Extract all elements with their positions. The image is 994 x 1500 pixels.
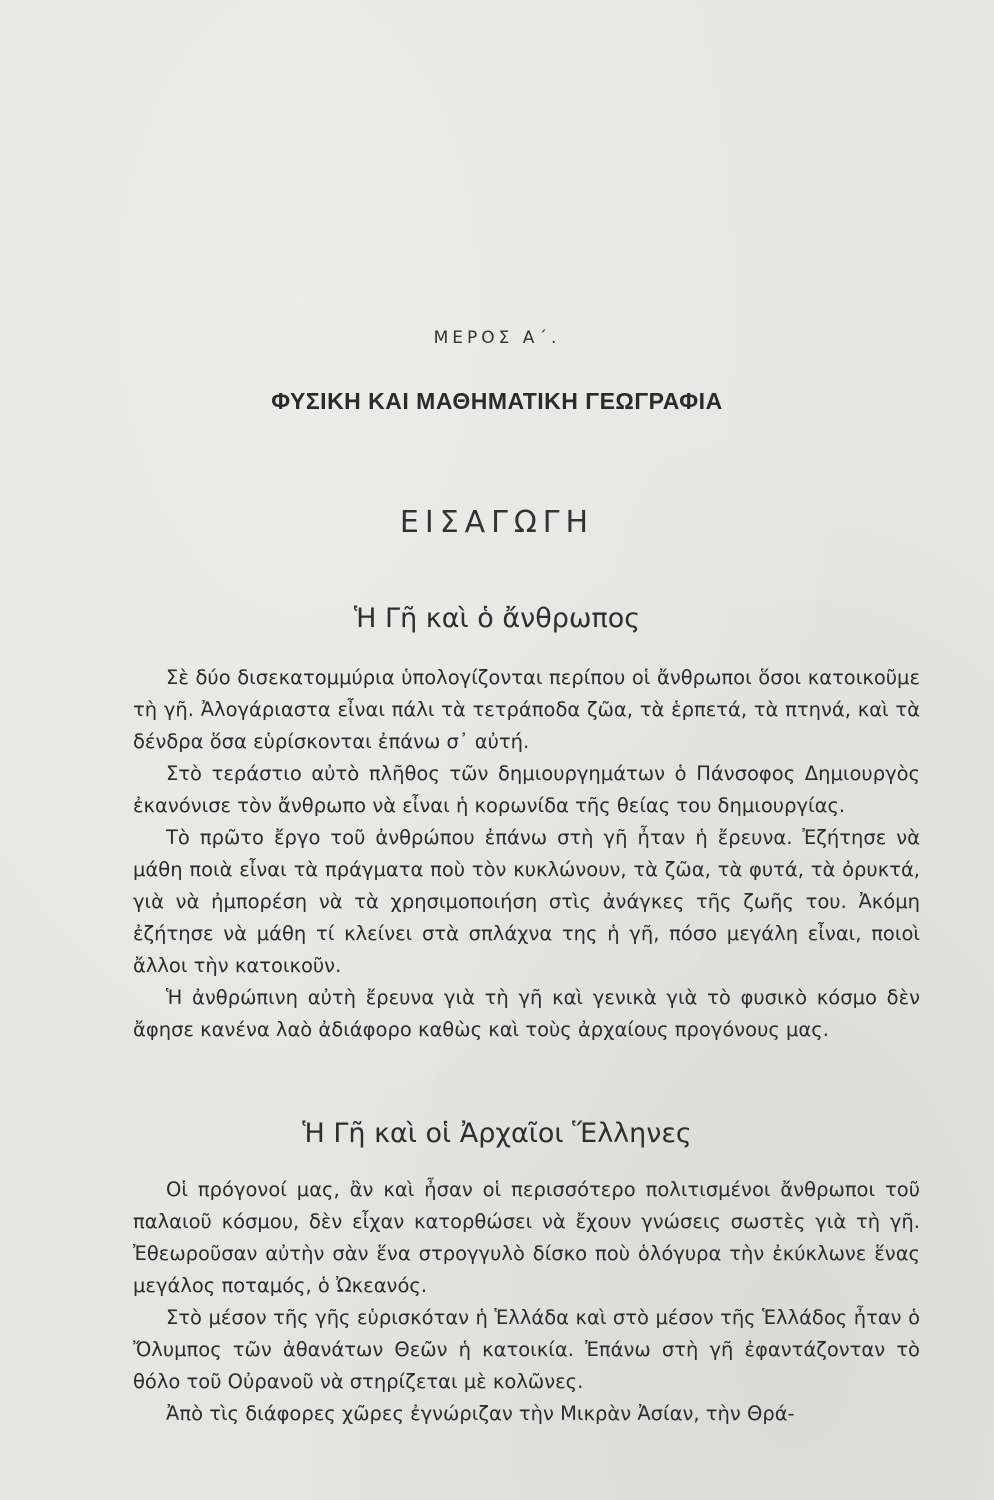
main-title: ΦΥΣΙΚΗ ΚΑΙ ΜΑΘΗΜΑΤΙΚΗ ΓΕΩΓΡΑΦΙΑ (271, 388, 723, 414)
part-label: ΜΕΡΟΣ Α΄. (433, 328, 561, 348)
paragraph: Στὸ τεράστιο αὐτὸ πλῆθος τῶν δημιουργημάτων ὁ Πάνσοφος Δημιουργὸς ἐκανόνισε τὸν ἄνθρωπο νὰ εἶναι ἡ κορωνίδα τῆς θείας του δημιουργίας. (133, 762, 920, 817)
section-body-earth-and-man (133, 662, 920, 1046)
paragraph: Στὸ μέσον τῆς γῆς εὑρισκόταν ἡ Ἑλλάδα καὶ στὸ μέσον τῆς Ἑλλάδος ἦταν ὁ Ὄλυμπος τῶν ἀθανάτων Θεῶν ἡ κατοικία. Ἐπάνω στὴ γῆ ἐφαντάζονταν τὸ θόλο τοῦ Οὐρανοῦ νὰ στηρίζεται μὲ κολῶνες. (133, 1306, 920, 1393)
paragraph: Ἀπὸ τὶς διάφορες χῶρες ἐγνώριζαν τὴν Μικρὰν Ἀσίαν, τὴν Θρά- (166, 1402, 795, 1425)
introduction-title: ΕΙΣΑΓΩΓΗ (399, 505, 595, 540)
section-heading-earth-and-man: Ἡ Γῆ καὶ ὁ ἄνθρωπος (353, 603, 641, 634)
paragraph: Τὸ πρῶτο ἔργο τοῦ ἀνθρώπου ἐπάνω στὴ γῆ ἦταν ἡ ἔρευνα. Ἐζήτησε νὰ μάθη ποιὰ εἶναι τὰ πράγματα ποὺ τὸν κυκλώνουν, τὰ ζῶα, τὰ φυτά, τὰ ὀρυκτά, γιὰ νὰ ἠμπορέση νὰ τὰ χρησιμοποιήση στὶς ἀνάγκες τῆς ζωῆς του. Ἀκόμη ἐζήτησε νὰ μάθη τί κλείνει στὰ σπλάχνα της ἡ γῆ, πόσο μεγάλη εἶναι, ποιοὶ ἄλλοι τὴν κατοικοῦν. (133, 826, 920, 977)
section-body-earth-and-ancient-greeks (133, 1174, 920, 1430)
paragraph: Ἡ ἀνθρώπινη αὐτὴ ἔρευνα γιὰ τὴ γῆ καὶ γενικὰ γιὰ τὸ φυσικὸ κόσμο δὲν ἄφησε κανένα λαὸ ἀδιάφορο καθὼς καὶ τοὺς ἀρχαίους προγόνους μας. (133, 986, 920, 1041)
paragraph: Οἱ πρόγονοί μας, ἂν καὶ ἦσαν οἱ περισσότερο πολιτισμένοι ἄνθρωποι τοῦ παλαιοῦ κόσμου, δὲν εἶχαν κατορθώσει νὰ ἔχουν γνώσεις σωστὲς γιὰ τὴ γῆ. Ἐθεωροῦσαν αὐτὴν σὰν ἕνα στρογγυλὸ δίσκο ποὺ ὁλόγυρα τὴν ἐκύκλωνε ἕνας μεγάλος ποταμός, ὁ Ὠκεανός. (133, 1178, 920, 1297)
paragraph: Σὲ δύο δισεκατομμύρια ὑπολογίζονται περίπου οἱ ἄνθρωποι ὅσοι κατοικοῦμε τὴ γῆ. Ἀλογάριαστα εἶναι πάλι τὰ τετράποδα ζῶα, τὰ ἑρπετά, τὰ πτηνά, καὶ τὰ δένδρα ὅσα εὑρίσκονται ἐπάνω σ᾽ αὐτή. (133, 666, 920, 753)
section-heading-earth-and-ancient-greeks: Ἡ Γῆ καὶ οἱ Ἀρχαῖοι Ἕλληνες (302, 1118, 692, 1149)
